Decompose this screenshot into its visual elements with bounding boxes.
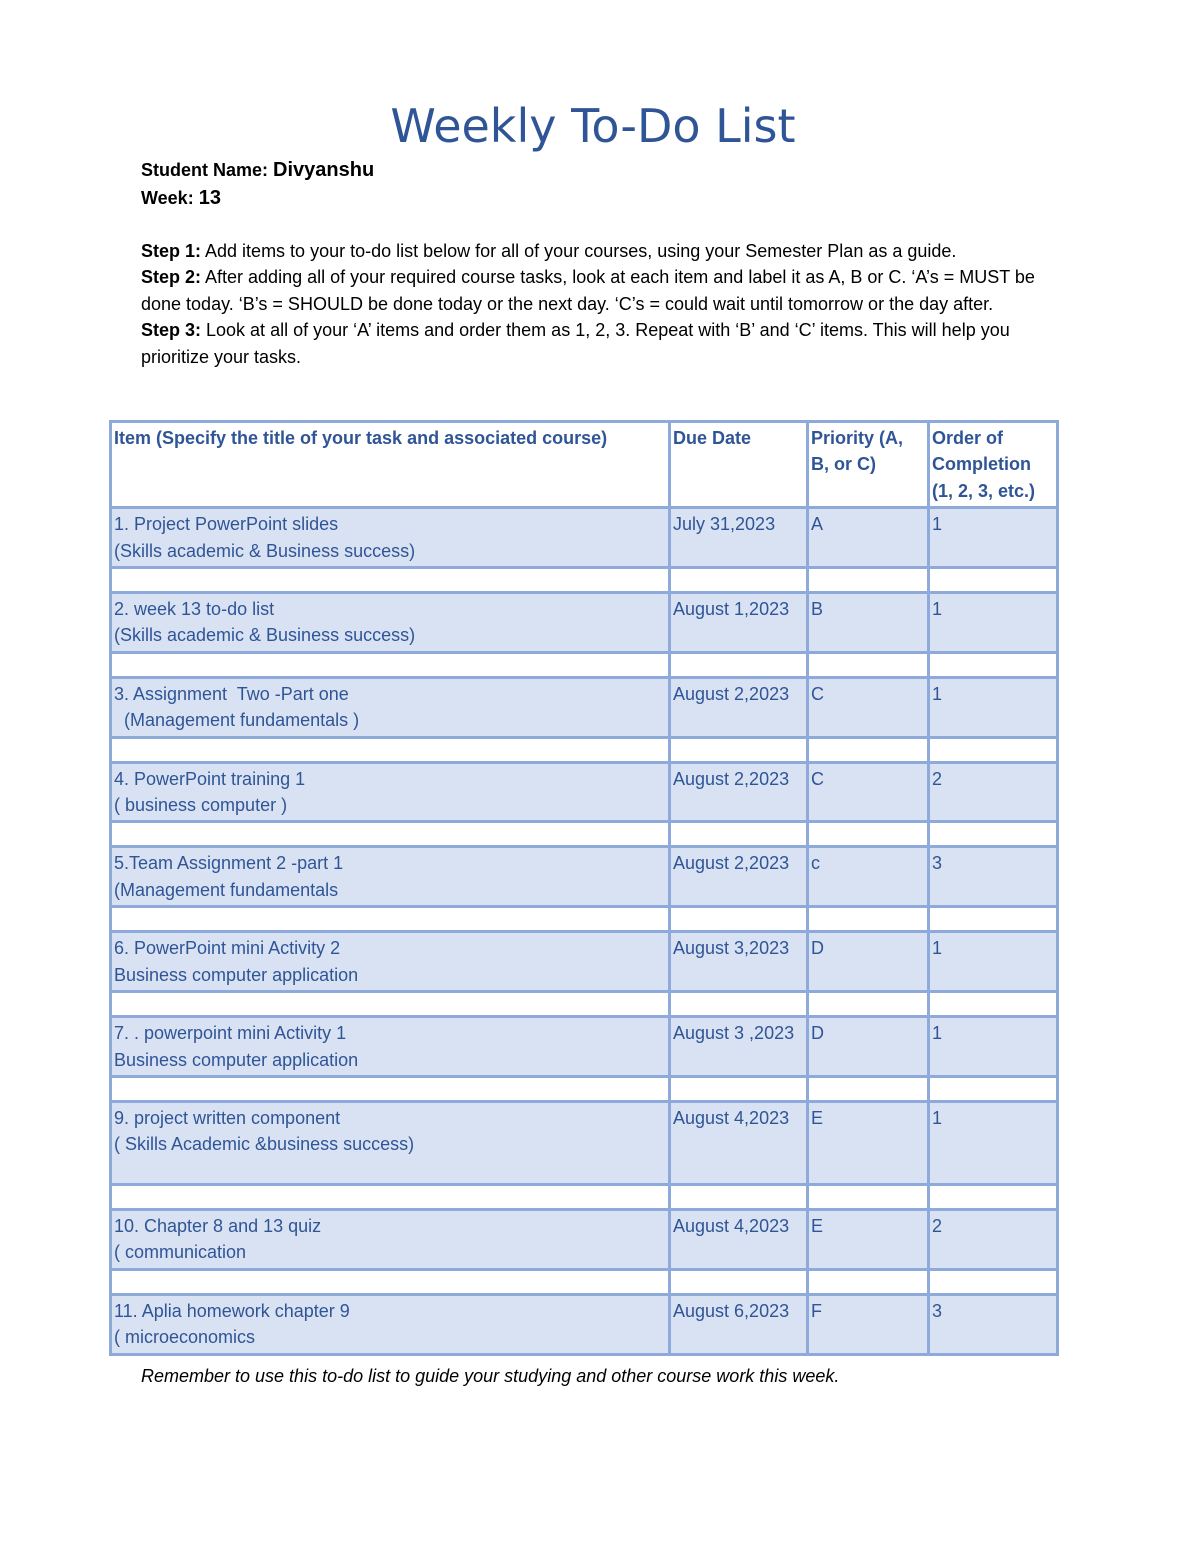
empty-cell <box>111 737 670 762</box>
empty-cell <box>670 907 808 932</box>
order-cell: 3 <box>929 1294 1058 1354</box>
table-row <box>111 593 1058 653</box>
empty-cell <box>670 1184 808 1209</box>
priority-cell: C <box>808 677 929 737</box>
item-cell <box>111 847 670 907</box>
due-date-cell: August 2,2023 <box>670 677 808 737</box>
empty-cell <box>808 1269 929 1294</box>
spacer-row <box>111 737 1058 762</box>
student-name-line <box>141 156 374 184</box>
table-row <box>111 847 1058 907</box>
item-course: (Skills academic & Business success) <box>114 625 416 646</box>
empty-cell <box>111 992 670 1017</box>
spacer-row <box>111 992 1058 1017</box>
empty-cell <box>808 907 929 932</box>
empty-cell <box>111 822 670 847</box>
step-text: Add items to your to-do list below for all of your courses, using your Semester Plan as a guide. <box>201 241 957 261</box>
order-cell: 1 <box>929 508 1058 568</box>
empty-cell <box>670 992 808 1017</box>
header-due-date: Due Date <box>670 422 808 508</box>
priority-cell: D <box>808 932 929 992</box>
spacer-row <box>111 1076 1058 1101</box>
item-title: 9. project written component <box>114 1107 341 1128</box>
student-info <box>141 156 374 212</box>
item-cell <box>111 932 670 992</box>
empty-cell <box>808 737 929 762</box>
step-1 <box>141 238 1061 264</box>
empty-cell <box>929 992 1058 1017</box>
empty-cell <box>670 737 808 762</box>
spacer-row <box>111 1269 1058 1294</box>
empty-cell <box>808 1184 929 1209</box>
spacer-row <box>111 907 1058 932</box>
header-priority: Priority (A, B, or C) <box>808 422 929 508</box>
due-date-cell: August 4,2023 <box>670 1101 808 1184</box>
priority-cell: B <box>808 593 929 653</box>
due-date-cell: July 31,2023 <box>670 508 808 568</box>
item-title: 2. week 13 to-do list <box>114 599 275 620</box>
item-cell <box>111 1017 670 1077</box>
order-cell: 2 <box>929 762 1058 822</box>
empty-cell <box>111 1076 670 1101</box>
item-course: ( Skills Academic &business success) <box>114 1134 415 1155</box>
empty-cell <box>808 568 929 593</box>
table-row <box>111 1017 1058 1077</box>
table-row <box>111 1101 1058 1184</box>
table-row <box>111 508 1058 568</box>
week-label: Week: <box>141 188 194 208</box>
empty-cell <box>808 822 929 847</box>
step-label: Step 1: <box>141 241 202 261</box>
item-course: ( microeconomics <box>114 1327 256 1348</box>
step-2 <box>141 264 1061 317</box>
due-date-cell: August 4,2023 <box>670 1209 808 1269</box>
empty-cell <box>929 907 1058 932</box>
order-cell: 3 <box>929 847 1058 907</box>
priority-cell: D <box>808 1017 929 1077</box>
item-title: 11. Aplia homework chapter 9 <box>114 1300 350 1321</box>
student-name-value: Divyanshu <box>273 159 375 181</box>
empty-cell <box>929 1184 1058 1209</box>
empty-cell <box>111 1269 670 1294</box>
item-title: 5.Team Assignment 2 -part 1 <box>114 853 344 874</box>
order-cell: 1 <box>929 932 1058 992</box>
item-course: Business computer application <box>114 1049 359 1070</box>
empty-cell <box>670 1076 808 1101</box>
item-cell <box>111 762 670 822</box>
item-title: 1. Project PowerPoint slides <box>114 514 339 535</box>
order-cell: 1 <box>929 677 1058 737</box>
order-cell: 1 <box>929 1101 1058 1184</box>
item-course: (Management fundamentals <box>114 879 339 900</box>
empty-cell <box>808 652 929 677</box>
spacer-row <box>111 652 1058 677</box>
empty-cell <box>808 1076 929 1101</box>
empty-cell <box>929 652 1058 677</box>
empty-cell <box>111 1184 670 1209</box>
step-text: After adding all of your required course tasks, look at each item and label it as A, B or C. ‘A’s = MUST be done today. ‘B’s = SHOULD be done today or the next day. ‘C’s = could wait until tomorrow or the day after. <box>141 267 1035 314</box>
priority-cell: c <box>808 847 929 907</box>
table-row <box>111 932 1058 992</box>
spacer-row <box>111 1184 1058 1209</box>
item-cell <box>111 1101 670 1184</box>
item-course: ( business computer ) <box>114 795 288 816</box>
item-course: (Management fundamentals ) <box>114 710 360 731</box>
empty-cell <box>670 1269 808 1294</box>
student-name-label: Student Name: <box>141 160 269 180</box>
empty-cell <box>929 822 1058 847</box>
priority-cell: E <box>808 1209 929 1269</box>
priority-cell: C <box>808 762 929 822</box>
item-cell <box>111 1209 670 1269</box>
table-row <box>111 1209 1058 1269</box>
week-value: 13 <box>198 187 221 209</box>
table-header-row <box>111 422 1058 508</box>
item-cell <box>111 593 670 653</box>
item-title: 10. Chapter 8 and 13 quiz <box>114 1215 322 1236</box>
empty-cell <box>670 822 808 847</box>
todo-table <box>109 420 1059 1356</box>
empty-cell <box>111 568 670 593</box>
item-title: 3. Assignment Two -Part one <box>114 683 349 704</box>
priority-cell: A <box>808 508 929 568</box>
item-cell <box>111 1294 670 1354</box>
empty-cell <box>929 1269 1058 1294</box>
empty-cell <box>111 907 670 932</box>
footer-note: Remember to use this to-do list to guide your studying and other course work this week. <box>141 1366 840 1386</box>
due-date-cell: August 2,2023 <box>670 847 808 907</box>
order-cell: 1 <box>929 593 1058 653</box>
table-row <box>111 677 1058 737</box>
spacer-row <box>111 822 1058 847</box>
table-row <box>111 762 1058 822</box>
week-line <box>141 184 374 212</box>
item-course: (Skills academic & Business success) <box>114 540 416 561</box>
priority-cell: F <box>808 1294 929 1354</box>
item-title: 6. PowerPoint mini Activity 2 <box>114 938 341 959</box>
item-cell <box>111 508 670 568</box>
due-date-cell: August 3,2023 <box>670 932 808 992</box>
priority-cell: E <box>808 1101 929 1184</box>
item-course: ( communication <box>114 1242 247 1263</box>
header-order: Order of Completion (1, 2, 3, etc.) <box>929 422 1058 508</box>
step-3 <box>141 317 1061 370</box>
instructions <box>141 238 1061 370</box>
empty-cell <box>111 652 670 677</box>
due-date-cell: August 3 ,2023 <box>670 1017 808 1077</box>
order-cell: 2 <box>929 1209 1058 1269</box>
empty-cell <box>929 568 1058 593</box>
empty-cell <box>808 992 929 1017</box>
page-title: Weekly To-Do List <box>390 99 796 153</box>
step-label: Step 3: <box>141 320 202 341</box>
item-course: Business computer application <box>114 964 359 985</box>
empty-cell <box>929 1076 1058 1101</box>
item-title: 4. PowerPoint training 1 <box>114 768 306 789</box>
order-cell: 1 <box>929 1017 1058 1077</box>
table-row <box>111 1294 1058 1354</box>
item-cell <box>111 677 670 737</box>
empty-cell <box>670 652 808 677</box>
spacer-row <box>111 568 1058 593</box>
due-date-cell: August 1,2023 <box>670 593 808 653</box>
empty-cell <box>929 737 1058 762</box>
due-date-cell: August 2,2023 <box>670 762 808 822</box>
step-text: Look at all of your ‘A’ items and order them as 1, 2, 3. Repeat with ‘B’ and ‘C’ items. This will help you prioritize your tasks. <box>141 320 1010 367</box>
empty-cell <box>670 568 808 593</box>
due-date-cell: August 6,2023 <box>670 1294 808 1354</box>
step-label: Step 2: <box>141 267 202 288</box>
item-title: 7. . powerpoint mini Activity 1 <box>114 1023 347 1044</box>
header-item: Item (Specify the title of your task and associated course) <box>111 422 670 508</box>
